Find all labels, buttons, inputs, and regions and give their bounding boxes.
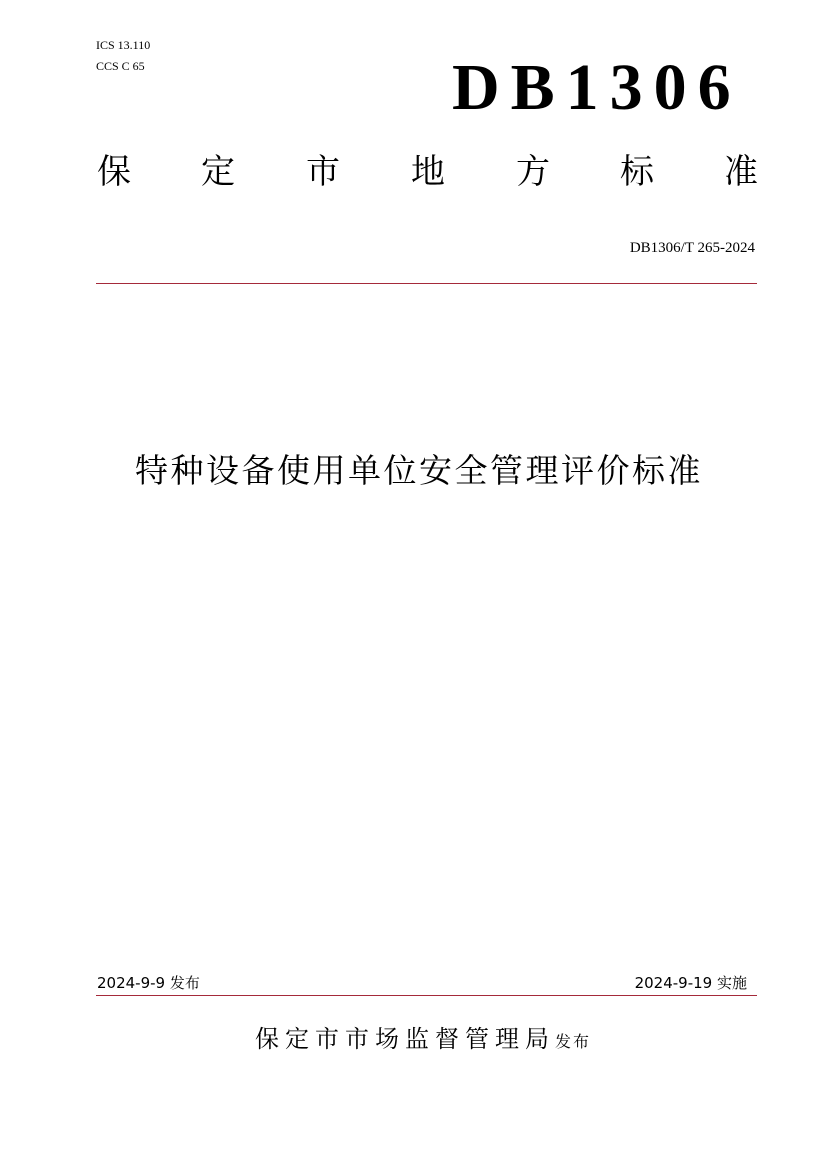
footer-divider bbox=[96, 995, 757, 996]
issuer-char: 定 bbox=[201, 152, 235, 192]
standard-number: DB1306/T 265-2024 bbox=[629, 240, 755, 256]
header-divider bbox=[96, 283, 757, 284]
standard-series-code: DB1306 bbox=[452, 51, 742, 124]
implement-date: 2024-9-19 实施 bbox=[634, 974, 747, 992]
ics-code: ICS 13.110 bbox=[96, 38, 151, 52]
publish-date: 2024-9-9 发布 bbox=[97, 974, 200, 992]
publisher bbox=[255, 1027, 591, 1051]
issuer-char: 准 bbox=[724, 152, 758, 192]
issuer-char: 保 bbox=[97, 152, 131, 192]
publisher-name: 保定市市场监督管理局 bbox=[255, 1025, 555, 1053]
issuer-char: 地 bbox=[411, 152, 445, 192]
issuer-char: 市 bbox=[306, 152, 340, 192]
document-title: 特种设备使用单位安全管理评价标准 bbox=[135, 451, 703, 490]
issuer-char: 标 bbox=[620, 152, 654, 192]
issuer-char: 方 bbox=[516, 152, 550, 192]
publisher-suffix: 发布 bbox=[555, 1032, 592, 1051]
ccs-code: CCS C 65 bbox=[96, 59, 145, 73]
